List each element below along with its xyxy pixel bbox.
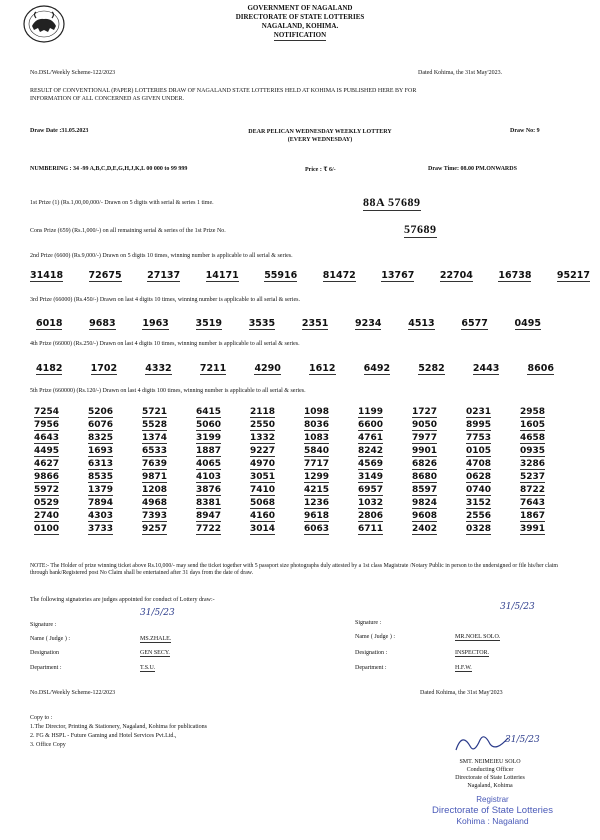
- right-signature-label: Signature :: [355, 620, 382, 626]
- officer-name: SMT. NEIMEIEU SOLO: [459, 759, 521, 765]
- officer-dept: Directorate of State Lotteries: [455, 775, 525, 781]
- fifth-prize-number: 8947: [196, 511, 222, 521]
- fifth-prize-number: 6826: [412, 459, 438, 469]
- fourth-prize-number: 5282: [418, 363, 445, 374]
- draw-time: Draw Time: 08.00 PM.ONWARDS: [428, 166, 517, 172]
- third-prize-number: 6577: [461, 318, 488, 329]
- fifth-prize-number: 2550: [250, 420, 276, 430]
- fifth-prize-number: 9866: [34, 472, 60, 482]
- left-department: T.S.U.: [140, 665, 156, 671]
- second-prize-number: 81472: [322, 270, 356, 281]
- copy-item: 1.The Director, Printing & Stationery, Nagaland, Kohima for publications: [30, 724, 207, 730]
- second-prize-numbers: [30, 270, 590, 282]
- fifth-prize-number: 8597: [412, 485, 438, 495]
- fourth-prize-number: 2443: [472, 363, 500, 374]
- fifth-prize-number: 5068: [250, 498, 276, 508]
- left-department-label: Department :: [30, 665, 62, 671]
- draw-no: Draw No: 9: [510, 128, 540, 134]
- fifth-prize-number: 6415: [196, 407, 222, 417]
- fifth-prize-number: 0100: [34, 524, 60, 534]
- draw-sub: (EVERY WEDNESDAY): [287, 137, 353, 143]
- left-judge-name: MS.ZHALE.: [140, 636, 172, 642]
- fifth-prize-number: 4708: [466, 459, 492, 469]
- fifth-prize-number: 8995: [466, 420, 492, 430]
- fifth-prize-number: 5840: [304, 446, 330, 456]
- third-prize-number: 4513: [408, 318, 435, 329]
- fifth-prize-number: 7894: [88, 498, 114, 508]
- fifth-prize-number: 8680: [412, 472, 438, 482]
- copy-item: 2. FG & HSPL - Future Gaming and Hotel Services Pvt.Ltd.,: [30, 733, 177, 739]
- officer-signature-scrawl: [452, 728, 512, 758]
- fifth-prize-number: 4160: [250, 511, 276, 521]
- fifth-prize-number: 1693: [88, 446, 114, 456]
- fifth-prize-number: 1887: [196, 446, 222, 456]
- fifth-prize-number: 6533: [142, 446, 168, 456]
- fifth-prize-number: 7753: [466, 433, 492, 443]
- fifth-prize-number: 4643: [34, 433, 60, 443]
- fifth-prize-number: 5206: [88, 407, 114, 417]
- fifth-prize-number: 4970: [250, 459, 276, 469]
- fifth-prize-number: 7643: [520, 498, 546, 508]
- right-judge-signature: 31/5/23: [500, 602, 535, 612]
- fifth-prize-number: 0529: [34, 498, 60, 508]
- officer-place: Nagaland, Kohima: [467, 783, 513, 789]
- officer-signature: 31/5/23: [505, 735, 540, 745]
- footer-dated: Dated Kohima, the 31st May'2023: [420, 690, 503, 696]
- fifth-prize-number: 7977: [412, 433, 438, 443]
- fifth-prize-number: 4303: [88, 511, 114, 521]
- fifth-prize-number: 4968: [142, 498, 168, 508]
- fifth-prize-number: 4215: [304, 485, 330, 495]
- third-prize-number: 0495: [514, 318, 541, 329]
- fifth-prize-number: 4103: [196, 472, 222, 482]
- fifth-prize-number: 4658: [520, 433, 546, 443]
- fifth-prize-number: 4627: [34, 459, 60, 469]
- right-name-label: Name ( Judge ) :: [355, 634, 395, 640]
- draw-date: Draw Date :31.05.2023: [30, 128, 89, 134]
- third-prize-text: 3rd Prize (66000) (Rs.450/-) Drawn on last 4 digits 10 times, winning number is applicable to all serial & series.: [30, 297, 300, 303]
- fifth-prize-number: 9618: [304, 511, 330, 521]
- right-designation-label: Designation :: [355, 650, 388, 656]
- fifth-prize-number: 2556: [466, 511, 492, 521]
- right-department-label: Department :: [355, 665, 387, 671]
- registrar-stamp: [410, 794, 575, 827]
- fifth-prize-number: 7717: [304, 459, 330, 469]
- header-notification: NOTIFICATION: [273, 31, 327, 39]
- fifth-prize-number: 2806: [358, 511, 384, 521]
- fifth-prize-number: 0935: [520, 446, 546, 456]
- fourth-prize-text: 4th Prize (66000) (Rs.250/-) Drawn on last 4 digits 10 times, winning number is applicable to all serial & series.: [30, 341, 300, 347]
- third-prize-number: 9683: [89, 318, 116, 329]
- fourth-prize-number: 4290: [254, 363, 281, 374]
- fifth-prize-number: 1032: [358, 498, 384, 508]
- fifth-prize-number: 6313: [88, 459, 114, 469]
- fifth-prize-number: 1867: [520, 511, 546, 521]
- fifth-prize-number: 6076: [88, 420, 114, 430]
- header-place: NAGALAND, KOHIMA.: [261, 22, 339, 30]
- fifth-prize-number: 4065: [196, 459, 222, 469]
- fifth-prize-number: 1199: [358, 407, 384, 417]
- second-prize-number: 55916: [264, 270, 298, 281]
- footer-ref-no: No.DSL/Weekly Scheme-122/2023: [30, 690, 116, 696]
- fifth-prize-number: 8325: [88, 433, 114, 443]
- ref-no: No.DSL/Weekly Scheme-122/2023: [30, 70, 116, 76]
- fifth-prize-number: 1236: [304, 498, 330, 508]
- fifth-prize-number: 3152: [466, 498, 492, 508]
- second-prize-number: 72675: [88, 270, 122, 281]
- fifth-prize-number: 9608: [412, 511, 438, 521]
- fifth-prize-number: 1332: [250, 433, 276, 443]
- fourth-prize-number: 1612: [309, 363, 336, 374]
- second-prize-number: 22704: [439, 270, 473, 281]
- fifth-prize-number: 3014: [250, 524, 276, 534]
- fifth-prize-number: 3199: [196, 433, 222, 443]
- fifth-prize-number: 2740: [34, 511, 60, 521]
- fifth-prize-number: 2118: [250, 407, 276, 417]
- left-signature-label: Signature :: [30, 622, 57, 628]
- fifth-prize-number: 6600: [358, 420, 384, 430]
- fifth-prize-number: 0231: [466, 407, 492, 417]
- first-prize-number: 88A 57689: [363, 195, 421, 209]
- fifth-prize-number: 4569: [358, 459, 384, 469]
- fifth-prize-number: 9871: [142, 472, 168, 482]
- fifth-prize-number: 1083: [304, 433, 330, 443]
- draw-title: [190, 128, 450, 144]
- third-prize-number: 1963: [142, 318, 169, 329]
- fifth-prize-text: 5th Prize (660000) (Rs.120/-) Drawn on last 4 digits 100 times, winning number is applicable to all serial & series.: [30, 388, 306, 394]
- right-designation: INSPECTOR.: [455, 650, 490, 656]
- fifth-prize-number: 3051: [250, 472, 276, 482]
- third-prize-number: 9234: [355, 318, 382, 329]
- fifth-prize-number: 5721: [142, 407, 168, 417]
- fifth-prize-number: 2402: [412, 524, 438, 534]
- fifth-prize-number: 0740: [466, 485, 492, 495]
- fifth-prize-number: 1208: [142, 485, 168, 495]
- fifth-prize-number: 1299: [304, 472, 330, 482]
- stamp-line: Kohima : Nagaland: [456, 816, 529, 826]
- fifth-prize-number: 9824: [412, 498, 438, 508]
- fifth-prize-number: 6711: [358, 524, 384, 534]
- fourth-prize-number: 4182: [36, 363, 63, 374]
- left-designation: GEN SECY.: [140, 650, 170, 656]
- fifth-prize-number: 5237: [520, 472, 546, 482]
- fifth-prize-number: 9050: [412, 420, 438, 430]
- fifth-prize-number: 9901: [412, 446, 438, 456]
- fifth-prize-number: 3991: [520, 524, 546, 534]
- second-prize-number: 27137: [147, 270, 181, 281]
- fifth-prize-number: 5060: [196, 420, 222, 430]
- fifth-prize-number: 3286: [520, 459, 546, 469]
- numbering: NUMBERING : 34 -99 A,B,C,D,E,G,H,J,K,L 00 000 to 99 999: [30, 166, 188, 172]
- copy-to-label: Copy to :: [30, 715, 53, 721]
- right-department: H.F.W.: [455, 665, 472, 671]
- fifth-prize-number: 7639: [142, 459, 168, 469]
- dated: Dated Kohima, the 31st May'2023.: [418, 70, 503, 76]
- fifth-prize-number: 7254: [34, 407, 60, 417]
- fifth-prize-number: 0328: [466, 524, 492, 534]
- second-prize-number: 95217: [556, 270, 590, 281]
- draw-name: DEAR PELICAN WEDNESDAY WEEKLY LOTTERY: [248, 129, 392, 135]
- cons-prize-number: 57689: [404, 222, 437, 236]
- fifth-prize-number: 7410: [250, 485, 276, 495]
- intro-text: RESULT OF CONVENTIONAL (PAPER) LOTTERIES DRAW OF NAGALAND STATE LOTTERIES HELD AT KOHIMA IS PUBLISHED HERE BY FOR INFORMATION OF ALL CONCERNED AS GIVEN UNDER.: [30, 88, 417, 102]
- fifth-prize-number: 5528: [142, 420, 168, 430]
- fifth-prize-number: 5972: [34, 485, 60, 495]
- note-text: NOTE:- The Holder of prize winning ticket above Rs.10,000/- may send the ticket together with 5 passport size photographs duly attested by a 1st class Magistrate /Notary Public in person to the undersigned or file his/her claim through bank/Registered post No Claim shall be entertained after 31 days from the date of draw.: [30, 563, 558, 576]
- header: [150, 4, 450, 41]
- first-prize-text: 1st Prize (1) (Rs.1,00,00,000/- Drawn on 5 digits with serial & series 1 time.: [30, 200, 214, 206]
- officer-block: [415, 758, 565, 790]
- left-judge-signature: 31/5/23: [140, 608, 175, 618]
- fourth-prize-number: 8606: [527, 363, 554, 374]
- state-emblem: [22, 4, 66, 44]
- left-designation-label: Designation: [30, 650, 59, 656]
- third-prize-number: 3535: [248, 318, 276, 329]
- stamp-line: Registrar: [476, 795, 509, 804]
- officer-title: Conducting Officer: [466, 767, 514, 773]
- fifth-prize-number: 4495: [34, 446, 60, 456]
- left-name-label: Name ( Judge ) :: [30, 636, 70, 642]
- fifth-prize-number: 7393: [142, 511, 168, 521]
- fifth-prize-number: 3149: [358, 472, 384, 482]
- second-prize-number: 16738: [498, 270, 532, 281]
- fourth-prize-number: 7211: [199, 363, 227, 374]
- fifth-prize-number: 8036: [304, 420, 330, 430]
- header-govt: GOVERNMENT OF NAGALAND: [247, 4, 353, 12]
- fifth-prize-number: 7956: [34, 420, 60, 430]
- second-prize-number: 31418: [30, 270, 64, 281]
- fourth-prize-number: 6492: [363, 363, 391, 374]
- copy-item: 3. Office Copy: [30, 742, 66, 748]
- second-prize-number: 14171: [205, 270, 239, 281]
- fifth-prize-number: 1605: [520, 420, 546, 430]
- header-directorate: DIRECTORATE OF STATE LOTTERIES: [235, 13, 365, 21]
- fifth-prize-number: 0628: [466, 472, 492, 482]
- fifth-prize-number: 2958: [520, 407, 546, 417]
- cons-prize-text: Cons Prize (659) (Rs.1,000/-) on all remaining serial & series of the 1st Prize No.: [30, 228, 226, 234]
- second-prize-number: 13767: [381, 270, 415, 281]
- fifth-prize-number: 8242: [358, 446, 384, 456]
- fifth-prize-number: 6957: [358, 485, 384, 495]
- fifth-prize-number: 9257: [142, 524, 168, 534]
- fifth-prize-number: 9227: [250, 446, 276, 456]
- stamp-line: Directorate of State Lotteries: [432, 805, 553, 816]
- fifth-prize-number: 6063: [304, 524, 330, 534]
- fifth-prize-number: 8381: [196, 498, 222, 508]
- third-prize-numbers: [36, 318, 541, 330]
- fifth-prize-number: 3876: [196, 485, 222, 495]
- fourth-prize-numbers: [36, 363, 554, 375]
- fifth-prize-number: 8722: [520, 485, 546, 495]
- fifth-prize-number: 1098: [304, 407, 330, 417]
- fifth-prize-number: 1727: [412, 407, 438, 417]
- third-prize-number: 6018: [36, 318, 63, 329]
- fifth-prize-number: 1379: [88, 485, 114, 495]
- fifth-prize-number: 3733: [88, 524, 114, 534]
- fifth-prize-grid: [34, 408, 574, 535]
- fifth-prize-number: 1374: [142, 433, 168, 443]
- third-prize-number: 3519: [195, 318, 222, 329]
- fifth-prize-number: 8535: [88, 472, 114, 482]
- fourth-prize-number: 1702: [90, 363, 118, 374]
- fourth-prize-number: 4332: [145, 363, 172, 374]
- fifth-prize-number: 4761: [358, 433, 384, 443]
- price: Price : ₹ 6/-: [305, 167, 336, 173]
- second-prize-text: 2nd Prize (6600) (Rs.9,000/-) Drawn on 5 digits 10 times, winning number is applicable to all serial & series.: [30, 253, 293, 259]
- fifth-prize-number: 7722: [196, 524, 222, 534]
- copy-to: [30, 714, 207, 750]
- right-judge-name: MR.NOEL SOLO.: [455, 634, 501, 640]
- signatories-intro: The following signatories are judges appointed for conduct of Lottery draw:-: [30, 597, 215, 603]
- third-prize-number: 2351: [301, 318, 329, 329]
- fifth-prize-number: 0105: [466, 446, 492, 456]
